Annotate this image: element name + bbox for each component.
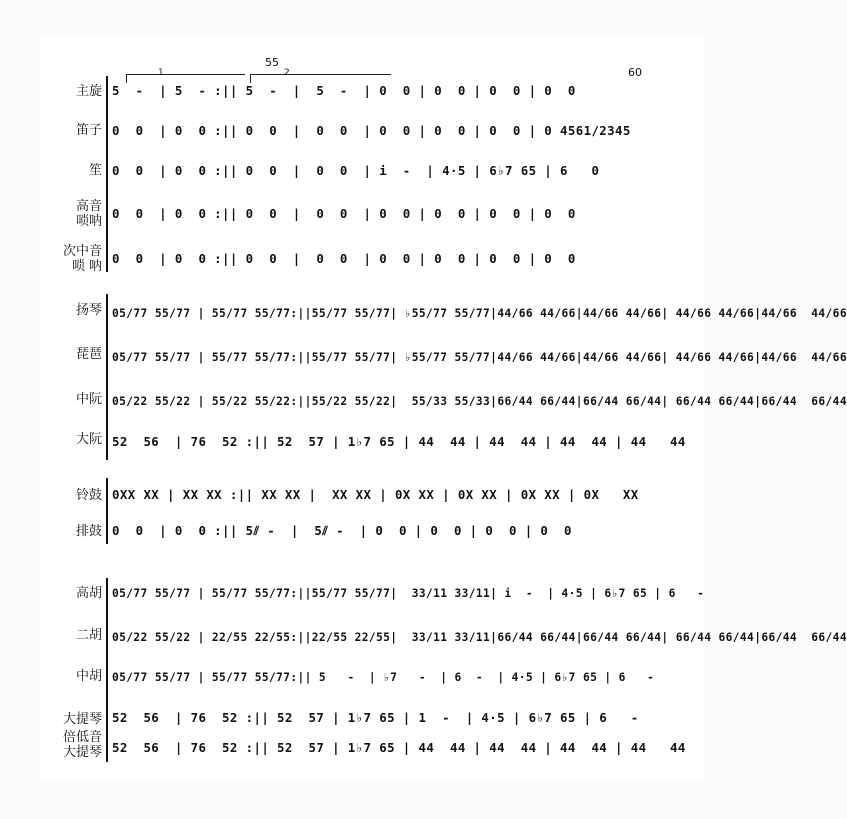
row-zhuxuan: 5 - | 5 - :|| 5 - | 5 - | 0 0 | 0 0 | 0 0 | 0 0 <box>112 83 576 98</box>
label-paigu: 排鼓 <box>75 524 102 539</box>
row-yangqin: 05/77 55/77 | 55/77 55/77:||55/77 55/77| ♭55/77 55/77|44/66 44/66|44/66 44/66| 44/66 44/66|44/66 44/66 <box>112 307 847 320</box>
label-beidiyin-datiqin: 倍低音 大提琴 <box>62 730 102 760</box>
row-datiqin: 52 56 | 76 52 :|| 52 57 | 1♭7 65 | 1 - | 4·5 | 6♭7 65 | 6 - <box>112 710 639 725</box>
row-sheng: 0 0 | 0 0 :|| 0 0 | 0 0 | i - | 4·5 | 6♭7 65 | 6 0 <box>112 163 600 178</box>
label-linggu: 铃鼓 <box>75 488 102 503</box>
label-daruan: 大阮 <box>75 432 102 447</box>
label-pipa: 琵琶 <box>75 347 102 362</box>
row-paigu: 0 0 | 0 0 :|| 5⫽ - | 5⫽ - | 0 0 | 0 0 | 0 0 | 0 0 <box>112 523 572 538</box>
system-line-percussion <box>106 478 108 544</box>
measure-number-60: 60 <box>628 66 642 79</box>
row-erhu: 05/22 55/22 | 22/55 22/55:||22/55 22/55| 33/11 33/11|66/44 66/44|66/44 66/44| 66/44 66/44|66/44 66/44 <box>112 631 847 644</box>
label-sheng: 笙 <box>88 163 102 178</box>
label-cizhongyin-suona: 次中音 唢 呐 <box>62 244 102 274</box>
volta-2-label: 2 <box>284 68 290 78</box>
system-line-bowed <box>106 578 108 762</box>
row-zhonghu: 05/77 55/77 | 55/77 55/77:|| 5 - | ♭7 - | 6 - | 4·5 | 6♭7 65 | 6 - <box>112 671 655 684</box>
row-zhongruan: 05/22 55/22 | 55/22 55/22:||55/22 55/22| 55/33 55/33|66/44 66/44|66/44 66/44| 66/44 66/44|66/44 66/44 <box>112 395 847 408</box>
row-gaohu: 05/77 55/77 | 55/77 55/77:||55/77 55/77| 33/11 33/11| i - | 4·5 | 6♭7 65 | 6 - <box>112 587 705 600</box>
label-zhuxuan: 主旋 <box>75 84 102 99</box>
row-cizhongyin-suona: 0 0 | 0 0 :|| 0 0 | 0 0 | 0 0 | 0 0 | 0 0 | 0 0 <box>112 251 576 266</box>
label-datiqin: 大提琴 <box>62 712 102 727</box>
label-zhonghu: 中胡 <box>75 669 102 684</box>
row-dizi: 0 0 | 0 0 :|| 0 0 | 0 0 | 0 0 | 0 0 | 0 0 | 0 4561/2345 <box>112 123 631 138</box>
label-gaoyin-suona: 高音 唢呐 <box>75 199 102 229</box>
measure-number-55: 55 <box>265 56 279 69</box>
row-daruan: 52 56 | 76 52 :|| 52 57 | 1♭7 65 | 44 44 | 44 44 | 44 44 | 44 44 <box>112 434 686 449</box>
row-linggu: 0XX XX | XX XX :|| XX XX | XX XX | 0X XX | 0X XX | 0X XX | 0X XX <box>112 487 639 502</box>
system-line-winds <box>106 76 108 272</box>
label-dizi: 笛子 <box>75 123 102 138</box>
row-beidiyin-datiqin: 52 56 | 76 52 :|| 52 57 | 1♭7 65 | 44 44 | 44 44 | 44 44 | 44 44 <box>112 740 686 755</box>
system-line-plucked <box>106 294 108 460</box>
volta-1-label: 1 <box>158 68 164 78</box>
row-gaoyin-suona: 0 0 | 0 0 :|| 0 0 | 0 0 | 0 0 | 0 0 | 0 0 | 0 0 <box>112 206 576 221</box>
label-gaohu: 高胡 <box>75 586 102 601</box>
label-erhu: 二胡 <box>75 628 102 643</box>
label-zhongruan: 中阮 <box>75 392 102 407</box>
row-pipa: 05/77 55/77 | 55/77 55/77:||55/77 55/77| ♭55/77 55/77|44/66 44/66|44/66 44/66| 44/66 44/66|44/66 44/66 <box>112 351 847 364</box>
label-yangqin: 扬琴 <box>75 303 102 318</box>
